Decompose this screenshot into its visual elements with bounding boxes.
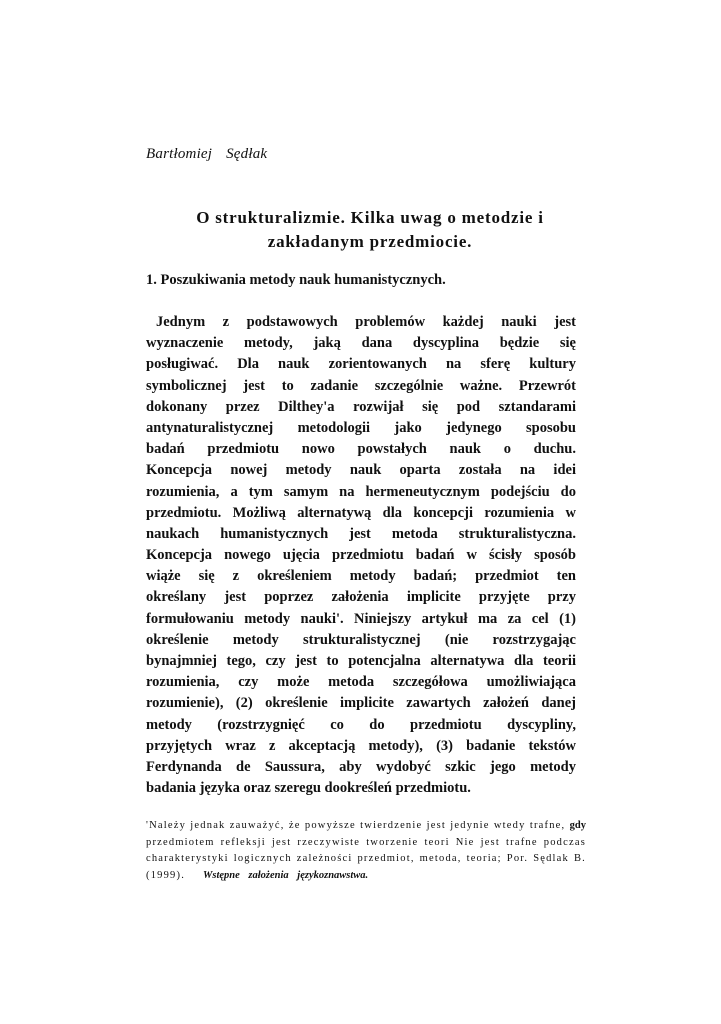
footnote-citation-title: Wstępne założenia językoznawstwa.: [203, 869, 369, 881]
body-line: przedmiotu. Możliwą alternatywą dla koncepcji rozumienia w: [146, 504, 576, 521]
footnote-line: charakterystyki logicznych zależności przedmiot, metoda, teoria; Por. Sędlak B.: [146, 853, 586, 864]
body-line: wyznaczenie metody, jaką dana dyscyplina będzie się: [146, 335, 576, 352]
footnote: [146, 818, 586, 884]
article-title: [140, 206, 600, 254]
title-line-1: O strukturalizmie. Kilka uwag o metodzie i: [196, 208, 544, 227]
footnote-text: 'Należy jednak zauważyć, że powyższe twierdzenie jest jedynie wtedy trafne,: [146, 820, 566, 831]
body-line: Koncepcja nowej metody nauk oparta została na idei: [146, 462, 576, 479]
body-line: badania języka oraz szeregu dookreśleń przedmiotu.: [146, 780, 471, 797]
footnote-citation-year: (1999).: [146, 869, 186, 881]
body-line: badań przedmiotu nowo powstałych nauk o duchu.: [146, 441, 576, 458]
body-line: wiąże się z określeniem metody badań; przedmiot ten: [146, 568, 576, 585]
body-line: posługiwać. Dla nauk zorientowanych na sferę kultury: [146, 356, 576, 373]
body-line: Koncepcja nowego ujęcia przedmiotu badań w ścisły sposób: [146, 547, 576, 564]
footnote-line: [146, 818, 586, 835]
title-line-2: zakładanym przedmiocie.: [267, 232, 473, 251]
body-line: bynajmniej tego, czy jest to potencjalna alternatywa dla teorii: [146, 653, 576, 669]
section-heading: 1. Poszukiwania metody nauk humanistycznych.: [146, 272, 446, 288]
body-line: określenie metody strukturalistycznej (nie rozstrzygając: [146, 631, 576, 648]
body-line: przyjętych wraz z akceptacją metody), (3) badanie tekstów: [146, 737, 576, 754]
footnote-line: [146, 868, 586, 885]
body-line: Ferdynanda de Saussura, aby wydobyć szkic jego metody: [146, 758, 576, 775]
footnote-bold-word: gdy: [569, 820, 586, 831]
author-name: Bartłomiej Sędłak: [146, 146, 268, 162]
body-line: Jednym z podstawowych problemów każdej nauki jest: [156, 314, 576, 330]
body-line: rozumienie), (2) określenie implicite zawartych założeń danej: [146, 695, 576, 712]
body-line: formułowaniu metody nauki'. Niniejszy artykuł ma za cel (1): [146, 610, 576, 627]
body-line: dokonany przez Dilthey'a rozwijał się pod sztandarami: [146, 398, 576, 415]
body-line: rozumienia, a tym samym na hermeneutycznym podejściu do: [146, 483, 576, 500]
footnote-line: przedmiotem refleksji jest rzeczywiste tworzenie teori Nie jest trafne podczas: [146, 836, 586, 848]
body-line: antynaturalistycznej metodologii jako jedynego sposobu: [146, 419, 576, 436]
body-line: metody (rozstrzygnięć co do przedmiotu dyscypliny,: [146, 716, 576, 733]
body-line: rozumienia, czy może metoda szczegółowa umożliwiająca: [146, 674, 576, 691]
body-line: symbolicznej jest to zadanie szczególnie ważne. Przewrót: [146, 377, 576, 394]
body-line: naukach humanistycznych jest metoda strukturalistyczna.: [146, 525, 576, 542]
body-line: określany jest poprzez założenia implicite przyjęte przy: [146, 589, 576, 606]
body-paragraph: [146, 312, 576, 799]
